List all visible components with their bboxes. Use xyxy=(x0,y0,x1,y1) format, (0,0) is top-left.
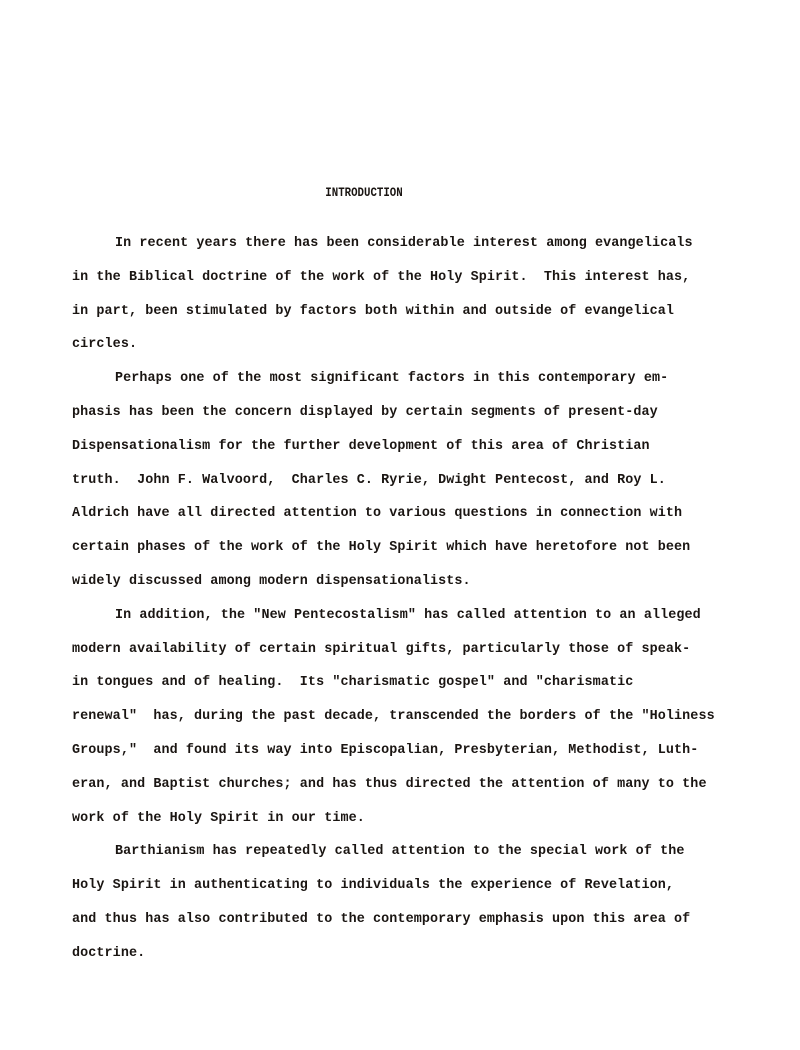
paragraph-first-line: In addition, the "New Pentecostalism" has called attention to an alleged xyxy=(115,607,701,623)
paragraph-line: doctrine. xyxy=(72,945,146,961)
paragraph-line: Groups," and found its way into Episcopalian, Presbyterian, Methodist, Luth- xyxy=(72,743,699,758)
paragraph-line: eran, and Baptist churches; and has thus directed the attention of many to the xyxy=(72,776,707,792)
paragraph-line: phasis has been the concern displayed by certain segments of present-day xyxy=(72,405,658,420)
paragraph-line: Holy Spirit in authenticating to individuals the experience of Revelation, xyxy=(72,878,675,894)
paragraph-line: widely discussed among modern dispensationalists. xyxy=(72,574,471,589)
paragraph-line: in part, been stimulated by factors both within and outside of evangelical xyxy=(72,303,675,319)
paragraph-first-line: Perhaps one of the most significant factors in this contemporary em- xyxy=(115,371,669,387)
paragraph-line: work of the Holy Spirit in our time. xyxy=(72,810,365,826)
paragraph-line: truth. John F. Walvoord, Charles C. Ryrie, Dwight Pentecost, and Roy L. xyxy=(72,472,666,488)
paragraph-first-line: Barthianism has repeatedly called attention to the special work of the xyxy=(115,844,685,860)
paragraph-line: and thus has also contributed to the contemporary emphasis upon this area of xyxy=(72,912,691,927)
paragraph-first-line: In recent years there has been considerable interest among evangelicals xyxy=(115,236,693,251)
paragraph-line: Dispensationalism for the further development of this area of Christian xyxy=(72,438,650,454)
paragraph-line: in tongues and of healing. Its "charismatic gospel" and "charismatic xyxy=(72,675,634,691)
page-title: INTRODUCTION xyxy=(325,186,403,200)
paragraph-line: circles. xyxy=(72,337,138,353)
paragraph-line: renewal" has, during the past decade, transcended the borders of the "Holiness xyxy=(72,709,715,725)
paragraph-line: Aldrich have all directed attention to various questions in connection with xyxy=(72,506,683,522)
paragraph-line: in the Biblical doctrine of the work of the Holy Spirit. This interest has, xyxy=(72,269,691,285)
paragraph-line: modern availability of certain spiritual gifts, particularly those of speak- xyxy=(72,641,691,657)
paragraph-line: certain phases of the work of the Holy Spirit which have heretofore not been xyxy=(72,540,691,556)
